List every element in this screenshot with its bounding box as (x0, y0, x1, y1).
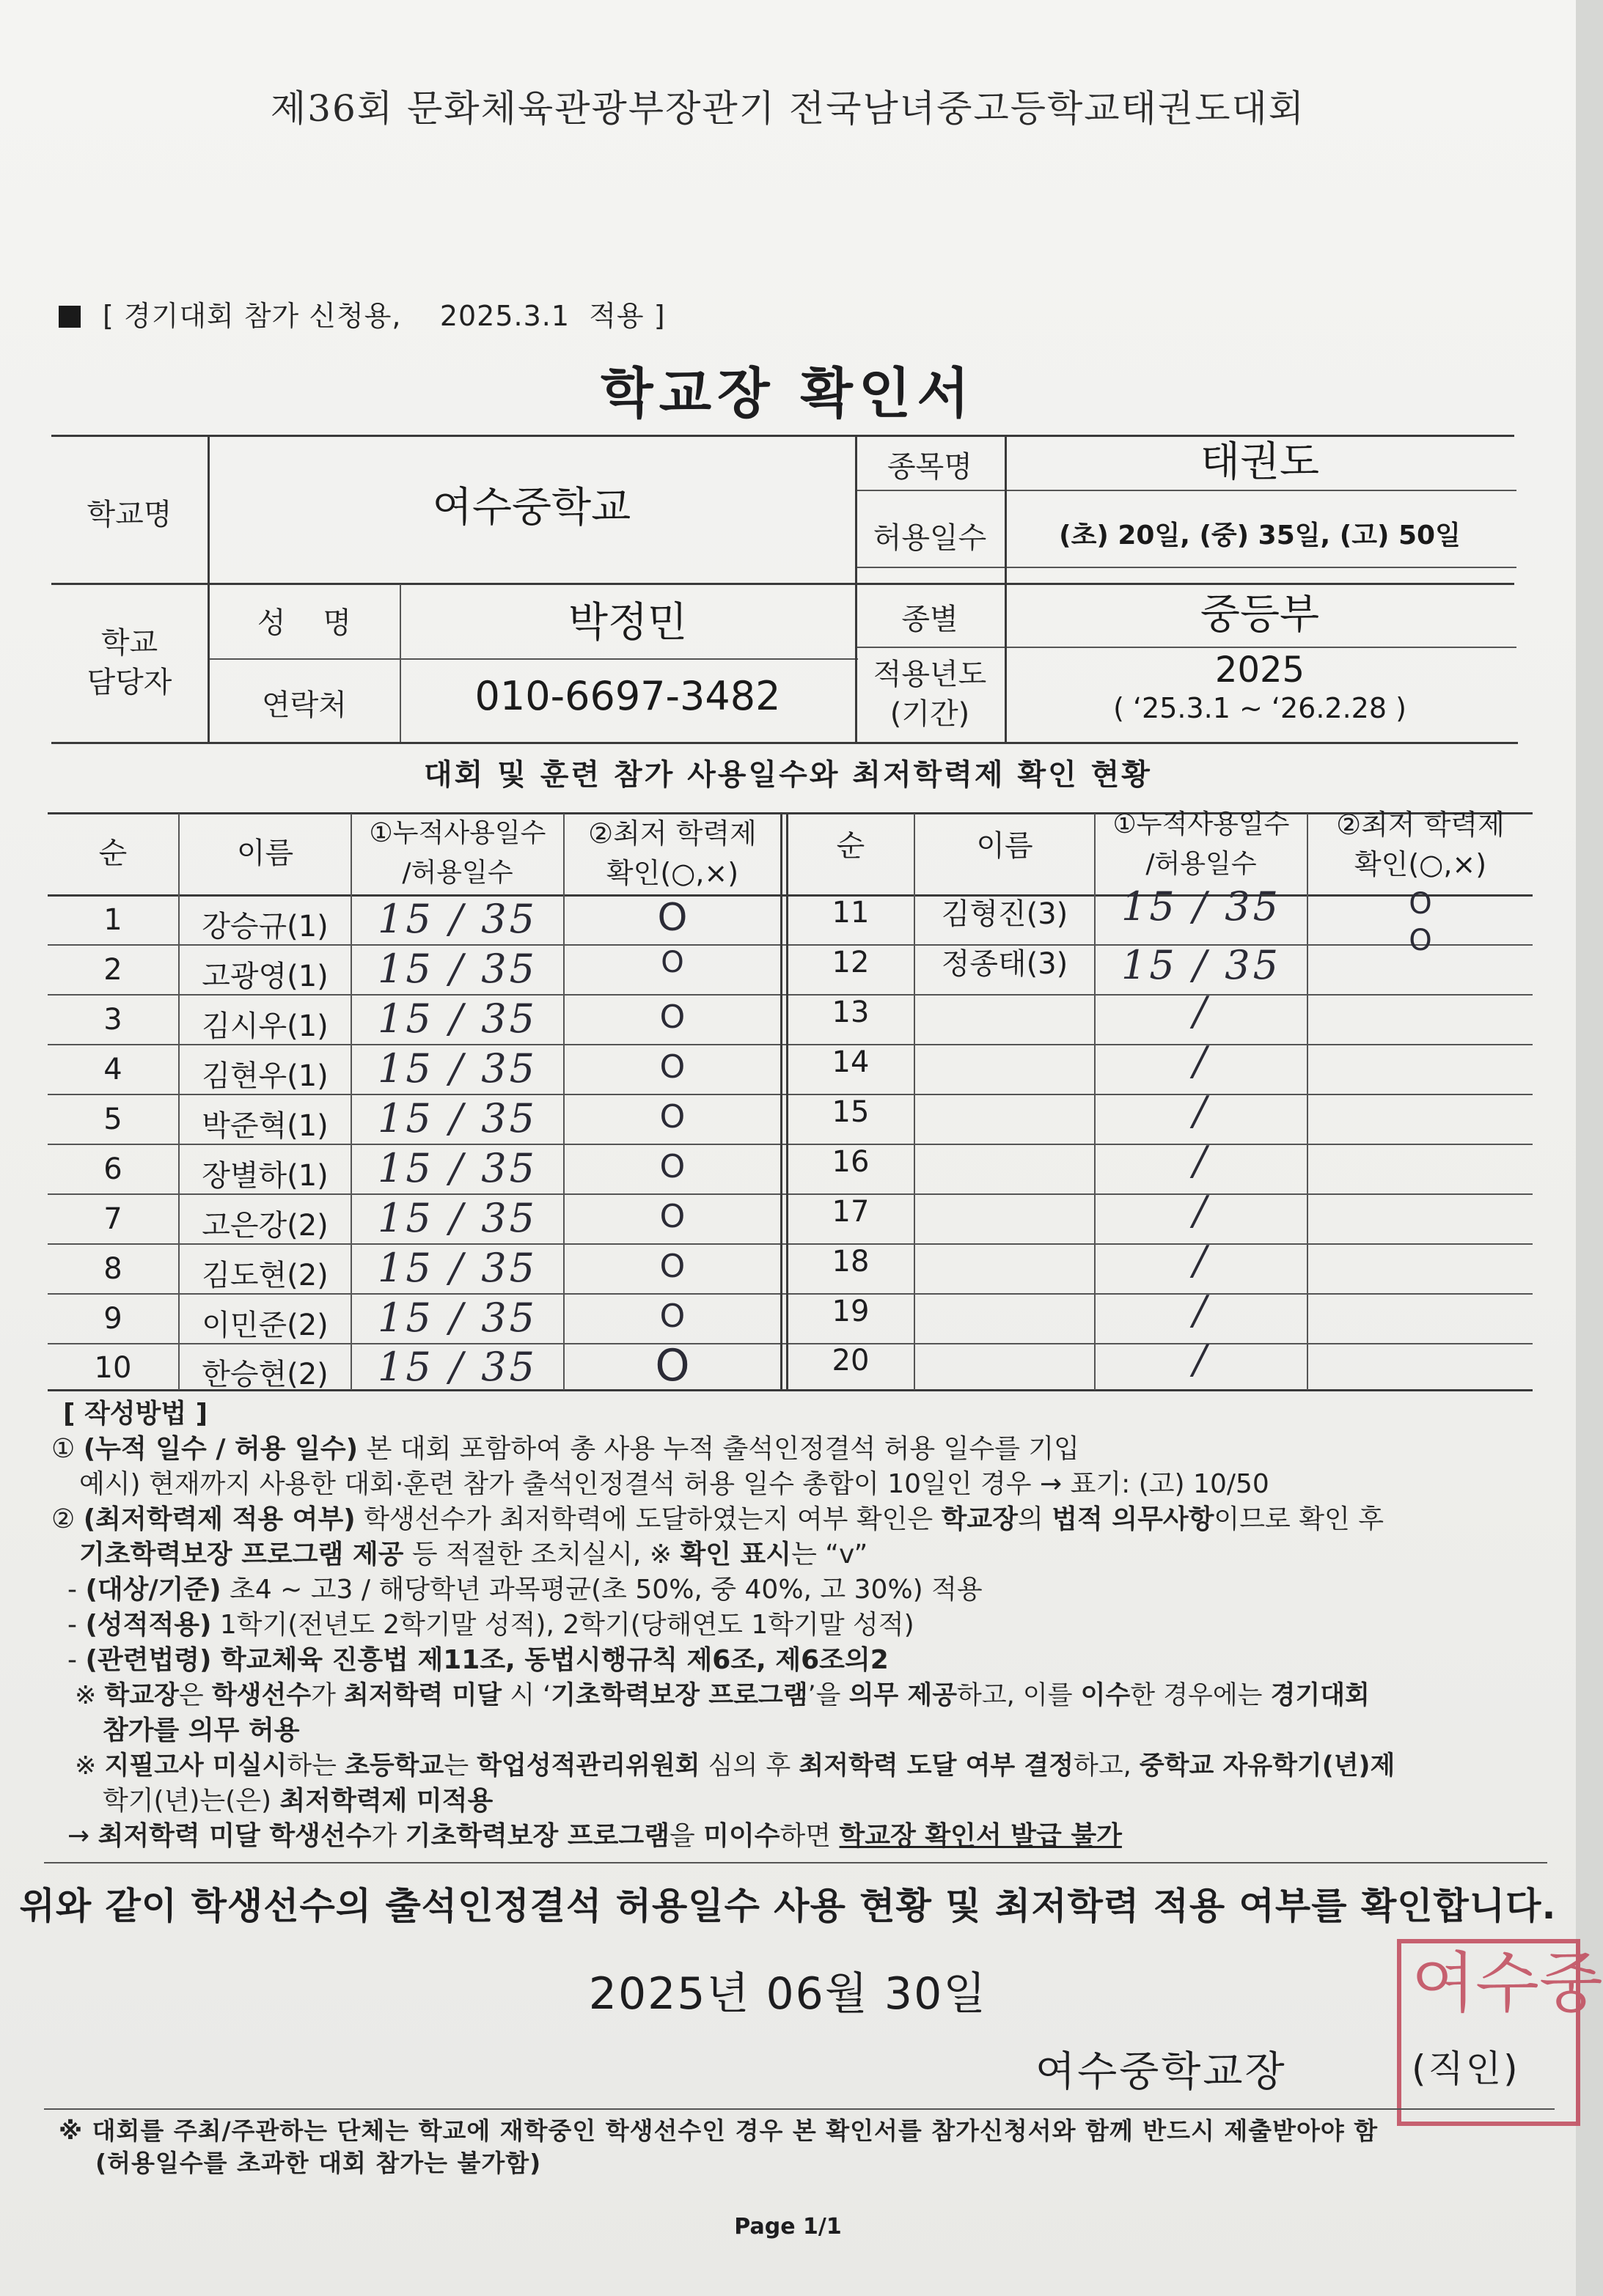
header-name: 이름 (976, 829, 1033, 863)
row-no: 4 (103, 1053, 122, 1086)
info-table-bottom-border (51, 742, 1518, 744)
confirm-divider (44, 1862, 1547, 1863)
row-check-handwritten: O (659, 1148, 686, 1185)
instruction-text: 학기(년)는(은) (103, 1786, 280, 1816)
instruction-bold: 경기대회 (1270, 1681, 1370, 1710)
row-check-handwritten: O (659, 1198, 686, 1235)
name-value: 박정민 (568, 599, 688, 647)
instruction-bold: 기초학력보장 프로그램 (551, 1681, 808, 1710)
instruction-text: 이므로 확인 후 (1214, 1504, 1384, 1534)
instruction-text: 시 ‘ (502, 1681, 551, 1710)
instructions-heading: [ 작성방법 ] (63, 1399, 208, 1429)
row-no: 9 (103, 1302, 122, 1336)
instruction-bold: 최저학력 미달 학생선수 (98, 1821, 372, 1851)
row-no: 2 (103, 953, 122, 987)
row-no: 17 (832, 1195, 870, 1229)
row-no: 13 (832, 996, 870, 1029)
row-days-handwritten: 15 / 35 (1121, 942, 1281, 988)
row-name: 박준혁(1) (202, 1109, 329, 1143)
school-name-label: 학교명 (87, 498, 172, 531)
staff-label: 학교 담당자 (87, 626, 172, 699)
instruction-text: 가 (371, 1821, 406, 1851)
instruction-text: - (67, 1610, 86, 1640)
row-days-handwritten: 15 / 35 (378, 1245, 538, 1291)
instruction-bold: 학교장 (941, 1504, 1018, 1534)
confirmation-statement: 위와 같이 학생선수의 출석인정결석 허용일수 사용 현황 및 최저학력 적용 여부를 확인합니다. (19, 1885, 1557, 1927)
row-days-handwritten: 15 / 35 (1121, 883, 1281, 930)
instruction-text: 하고, 이를 (957, 1681, 1081, 1710)
year-value: 2025 (1214, 650, 1305, 691)
info-table-line (209, 658, 858, 660)
instruction-bold: 최저학력 도달 여부 결정 (799, 1751, 1074, 1781)
allowed-days-value: (초) 20일, (중) 35일, (고) 50일 (1059, 520, 1461, 551)
row-name: 이민준(2) (202, 1309, 329, 1342)
row-no: 7 (103, 1202, 122, 1236)
instruction-text: 는 “v” (791, 1539, 868, 1570)
instruction-text: 하면 (780, 1821, 840, 1851)
instruction-text: ※ (75, 1751, 105, 1781)
instruction-bold: 지필고사 미실시 (104, 1751, 287, 1781)
row-no: 12 (832, 946, 870, 979)
instruction-example: 예시) 현재까지 사용한 대회·훈련 참가 출석인정결석 허용 일수 총합이 10일인 경우 → 표기: (고) 10/50 (79, 1469, 1269, 1499)
row-name: 강승규(1) (202, 910, 329, 943)
instruction-bold: 기초학력보장 프로그램 (405, 1821, 670, 1851)
contact-label: 연락처 (262, 688, 347, 722)
name-label: 성 명 (257, 606, 352, 640)
school-name-value: 여수중학교 (432, 484, 631, 531)
instruction-bold: (대상/기준) (85, 1575, 221, 1605)
header-days: ①누적사용일수 /허용일수 (369, 818, 546, 888)
row-no: 15 (832, 1095, 870, 1129)
instruction-bold: (관련법령) 학교체육 진흥법 제11조, 동법시행규칙 제6조, 제6조의2 (85, 1645, 889, 1675)
row-name: 고광영(1) (202, 960, 329, 993)
contact-value: 010-6697-3482 (474, 673, 781, 719)
footer-note-2: (허용일수를 초과한 대회 참가는 불가함) (95, 2149, 542, 2177)
usage-col-divider (780, 814, 782, 1390)
instruction-text: → (67, 1821, 98, 1851)
row-days-handwritten: / (1192, 1088, 1210, 1134)
instruction-bold: 미이수 (703, 1821, 780, 1851)
instruction-text: 는 (444, 1751, 477, 1781)
row-days-handwritten: / (1192, 1237, 1210, 1284)
row-name: 김현우(1) (202, 1059, 329, 1093)
row-days-handwritten: 15 / 35 (378, 946, 538, 992)
row-check-handwritten: O (657, 896, 688, 940)
header-no: 순 (98, 836, 128, 870)
application-note (59, 293, 666, 334)
row-check-handwritten: O (659, 1298, 686, 1335)
instruction-text: 의 (1017, 1504, 1052, 1534)
row-days-handwritten: 15 / 35 (378, 1344, 538, 1390)
row-days-handwritten: 15 / 35 (378, 1095, 538, 1141)
row-check-handwritten: O (655, 1340, 690, 1391)
instruction-bold: (성적적용) (85, 1610, 212, 1640)
instruction-bold: 법적 의무사항 (1052, 1504, 1214, 1534)
row-check-handwritten: O (1409, 924, 1432, 957)
info-table-line (856, 647, 1516, 648)
event-value: 태권도 (1200, 438, 1320, 486)
row-check-handwritten: O (1409, 887, 1432, 921)
row-no: 20 (832, 1344, 870, 1377)
year-period: ( ‘25.3.1 ~ ‘26.2.28 ) (1113, 692, 1406, 724)
event-label: 종목명 (887, 450, 972, 484)
instruction-text: 본 대회 포함하여 총 사용 누적 출석인정결석 허용 일수를 기입 (358, 1434, 1079, 1464)
footer-divider (44, 2108, 1555, 2110)
row-days-handwritten: / (1192, 1287, 1210, 1333)
row-no: 16 (832, 1145, 870, 1179)
row-days-handwritten: 15 / 35 (378, 1045, 538, 1092)
row-check-handwritten: O (659, 1098, 686, 1136)
usage-section-title: 대회 및 훈련 참가 사용일수와 최저학력제 확인 현황 (424, 758, 1152, 792)
black-square-icon (59, 306, 81, 328)
instruction-bold: 확인 표시 (680, 1539, 792, 1570)
principal-signatory: 여수중학교장 (1035, 2048, 1287, 2096)
row-check-handwritten: O (659, 998, 686, 1036)
row-no: 3 (103, 1003, 122, 1037)
row-days-handwritten: 15 / 35 (378, 1145, 538, 1191)
row-check-handwritten: O (659, 1248, 686, 1285)
instruction-bold: 최저학력제 미적용 (279, 1786, 494, 1816)
row-days-handwritten: / (1192, 1038, 1210, 1084)
instruction-text: 하고, (1074, 1751, 1140, 1781)
row-name: 김도현(2) (202, 1259, 329, 1292)
row-days-handwritten: / (1192, 1188, 1210, 1234)
instruction-bold: (최저학력제 적용 여부) (83, 1504, 356, 1534)
row-days-handwritten: 15 / 35 (378, 996, 538, 1042)
header-no: 순 (836, 829, 865, 863)
instruction-bold: (누적 일수 / 허용 일수) (83, 1434, 359, 1464)
instruction-bold: 학업성적관리위원회 (477, 1751, 700, 1781)
row-no: 1 (103, 903, 122, 937)
category-label: 종별 (901, 603, 958, 636)
row-no: 8 (103, 1252, 122, 1286)
header-days: ①누적사용일수 /허용일수 (1112, 809, 1290, 879)
info-table-line (856, 490, 1516, 491)
row-no: 19 (832, 1295, 870, 1328)
document-title: 학교장 확인서 (601, 362, 975, 425)
instruction-bold: 학교장 (104, 1681, 179, 1710)
category-value: 중등부 (1200, 591, 1320, 639)
row-no: 11 (832, 896, 870, 930)
instruction-text: 한 경우에는 (1130, 1681, 1271, 1710)
instruction-bold: 이수 (1080, 1681, 1131, 1710)
instruction-text: ① (51, 1434, 84, 1464)
row-check-handwritten: O (661, 946, 684, 979)
instruction-text: 등 적절한 조치실시, ※ (403, 1539, 681, 1570)
instruction-text: 하는 (287, 1751, 345, 1781)
row-check-handwritten: O (659, 1048, 686, 1086)
row-name: 김시우(1) (202, 1009, 329, 1043)
year-label: 적용년도 (기간) (873, 658, 987, 731)
instruction-text: ② (51, 1504, 84, 1534)
row-days-handwritten: 15 / 35 (378, 1295, 538, 1341)
instruction-text: 가 (311, 1681, 345, 1710)
instructions (51, 1397, 1525, 1854)
instruction-text: 심의 후 (700, 1751, 799, 1781)
instruction-text: ’을 (807, 1681, 849, 1710)
page-number: Page 1/1 (734, 2214, 842, 2240)
row-days-handwritten: / (1192, 988, 1210, 1034)
application-note-text: [ 경기대회 참가 신청용, 2025.3.1 적용 ] (103, 300, 666, 332)
row-name: 정종태(3) (941, 947, 1068, 981)
instruction-bold: 학생선수 (211, 1681, 312, 1710)
instruction-bold: 의무 제공 (848, 1681, 958, 1710)
instruction-bold: 참가를 의무 허용 (103, 1715, 300, 1745)
header-check: ②최저 학력제 확인(○,×) (588, 817, 757, 889)
instruction-text: 초4 ~ 고3 / 해당학년 과목평균(초 50%, 중 40%, 고 30%) 적용 (221, 1575, 983, 1605)
instruction-text: ※ (75, 1681, 105, 1710)
instruction-bold: 중학교 자유학기(년)제 (1139, 1751, 1395, 1781)
row-name: 고은강(2) (202, 1209, 329, 1243)
event-title: 제36회 문화체육관광부장관기 전국남녀중고등학교태권도대회 (270, 87, 1306, 130)
row-days-handwritten: / (1192, 1336, 1210, 1383)
instruction-text: - (67, 1575, 86, 1605)
row-days-handwritten: 15 / 35 (378, 896, 538, 942)
official-seal-stamp: 여수중 (1397, 1939, 1580, 2126)
header-check: ②최저 학력제 확인(○,×) (1336, 809, 1505, 880)
allowed-days-label: 허용일수 (873, 521, 987, 555)
seal-mark: (직인) (1412, 2047, 1520, 2090)
row-name: 장별하(1) (202, 1159, 329, 1193)
row-no: 6 (103, 1152, 122, 1186)
row-name: 김형진(3) (941, 897, 1068, 931)
row-no: 14 (832, 1045, 870, 1079)
row-name: 한승현(2) (202, 1358, 329, 1391)
row-days-handwritten: 15 / 35 (378, 1195, 538, 1241)
header-name: 이름 (236, 836, 294, 870)
row-no: 18 (832, 1245, 870, 1278)
instruction-bold: 최저학력 미달 (344, 1681, 502, 1710)
instruction-bold: 학교장 확인서 발급 불가 (839, 1821, 1122, 1851)
row-no: 5 (103, 1103, 122, 1136)
confirmation-date: 2025년 06월 30일 (588, 1968, 988, 2020)
instruction-text: 은 (178, 1681, 212, 1710)
instruction-bold: 기초학력보장 프로그램 제공 (79, 1539, 404, 1570)
footer-note-1: ※ 대회를 주최/주관하는 단체는 학교에 재학중인 학생선수인 경우 본 확인서를 참가신청서와 함께 반드시 제출받아야 함 (59, 2116, 1379, 2145)
row-days-handwritten: / (1192, 1138, 1210, 1184)
instruction-text: 1학기(전년도 2학기말 성적), 2학기(당해연도 1학기말 성적) (211, 1610, 914, 1640)
instruction-bold: 초등학교 (345, 1751, 444, 1781)
instruction-text: 학생선수가 최저학력에 도달하였는지 여부 확인은 (355, 1504, 942, 1534)
info-table-line (856, 567, 1516, 568)
instruction-text: - (67, 1645, 86, 1675)
instruction-text: 을 (669, 1821, 704, 1851)
row-no: 10 (94, 1351, 132, 1385)
